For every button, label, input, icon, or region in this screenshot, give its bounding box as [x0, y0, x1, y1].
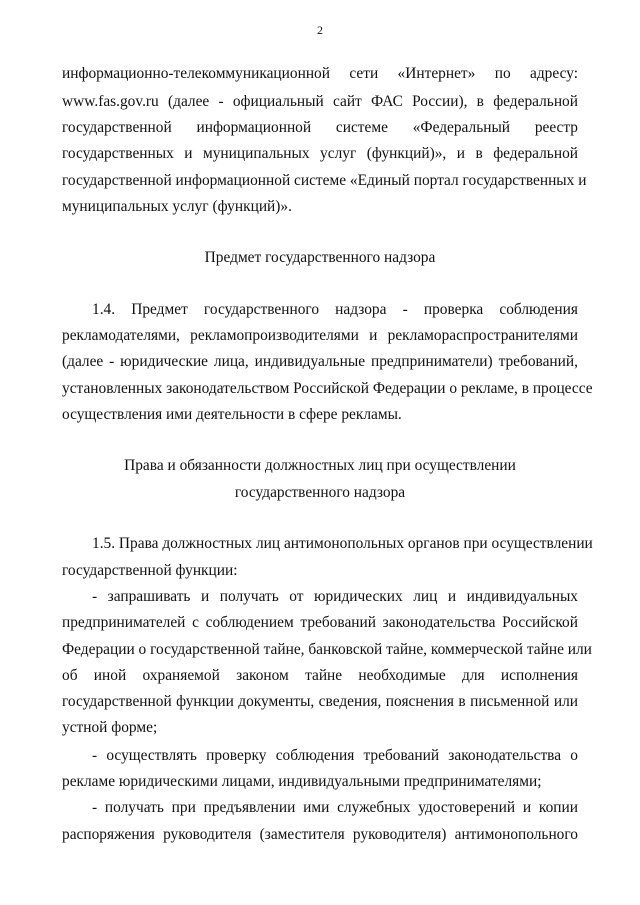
text-line: государственной информационной системе «Федеральный реестр	[62, 119, 578, 136]
text-line: муниципальных услуг (функций)».	[62, 198, 292, 215]
text-line: государственной функции документы, сведения, пояснения в письменной или	[62, 693, 578, 710]
text-line: Права и обязанности должностных лиц при осуществлении	[124, 457, 516, 474]
text-line: государственного надзора	[234, 484, 406, 501]
text-line: информационно-телекоммуникационной сети «Интернет» по адресу:	[62, 65, 578, 82]
text-line: об иной охраняемой законом тайне необходимые для исполнения	[62, 667, 578, 684]
text-line: www.fas.gov.ru (далее - официальный сайт ФАС России), в федеральной	[62, 93, 578, 110]
text-line: Предмет государственного надзора	[204, 249, 436, 266]
text-line: установленных законодательством Российской Федерации о рекламе, в процессе	[62, 380, 593, 397]
text-line: государственной информационной системе «Единый портал государственных и	[62, 172, 587, 189]
text-line: Федерации о государственной тайне, банковской тайне, коммерческой тайне или	[62, 641, 592, 658]
text-line: 1.5. Права должностных лиц антимонопольных органов при осуществлении	[92, 535, 593, 552]
text-line: - осуществлять проверку соблюдения требований законодательства о	[92, 747, 578, 764]
text-line: - получать при предъявлении ими служебных удостоверений и копии	[92, 799, 578, 816]
text-line: государственных и муниципальных услуг (функций)», и в федеральной	[62, 145, 578, 162]
text-line: государственной функции:	[62, 562, 238, 579]
text-line: осуществления ими деятельности в сфере рекламы.	[62, 406, 402, 423]
text-line: устной форме;	[62, 719, 158, 736]
text-line: (далее - юридические лица, индивидуальные предприниматели) требований,	[62, 353, 578, 370]
text-line: - запрашивать и получать от юридических лиц и индивидуальных	[92, 588, 578, 605]
text-line: предпринимателей с соблюдением требований законодательства Российской	[62, 614, 578, 631]
text-line: 1.4. Предмет государственного надзора - проверка соблюдения	[92, 301, 578, 318]
page-number: 2	[317, 23, 323, 37]
text-line: рекламе юридическими лицами, индивидуальными предпринимателями;	[62, 773, 542, 790]
text-line: распоряжения руководителя (заместителя руководителя) антимонопольного	[62, 826, 578, 843]
text-line: рекламодателями, рекламопроизводителями и рекламораспространителями	[62, 327, 578, 344]
